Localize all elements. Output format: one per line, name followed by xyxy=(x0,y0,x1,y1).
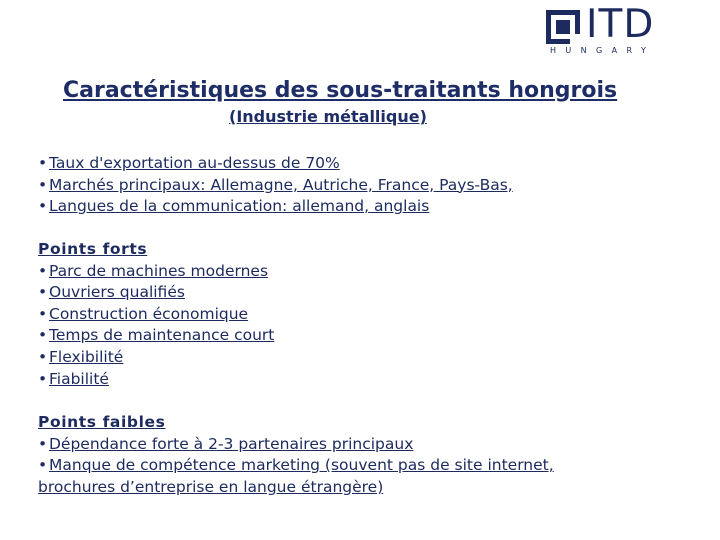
logo-subtitle: HUNGARY xyxy=(550,46,656,55)
list-item: • Dépendance forte à 2-3 partenaires principaux xyxy=(38,434,554,456)
bullet-icon: • xyxy=(38,456,48,475)
list-item: • Fiabilité xyxy=(38,369,274,391)
strengths-section xyxy=(38,239,274,390)
bullet-icon: • xyxy=(38,326,48,345)
bullet-icon: • xyxy=(38,434,48,453)
list-item: • Parc de machines modernes xyxy=(38,261,274,283)
list-item: • Manque de compétence marketing (souvent pas de site internet, xyxy=(38,455,554,477)
bullet-icon: • xyxy=(38,369,48,388)
list-item: • Marchés principaux: Allemagne, Autriche, France, Pays-Bas, xyxy=(38,175,513,197)
itd-logo-mark-icon xyxy=(546,10,580,44)
bullet-icon: • xyxy=(38,261,48,280)
page-title: Caractéristiques des sous-traitants hongrois xyxy=(63,78,618,103)
logo-name: ITD xyxy=(586,2,655,47)
list-item: • Taux d'exportation au-dessus de 70% xyxy=(38,153,513,175)
facts-list xyxy=(38,153,513,218)
list-item: • Ouvriers qualifiés xyxy=(38,282,274,304)
bullet-icon: • xyxy=(38,175,48,194)
weaknesses-heading: Points faibles xyxy=(38,413,166,431)
bullet-icon: • xyxy=(38,283,48,302)
page-subtitle: (Industrie métallique) xyxy=(229,107,427,126)
list-item: • Construction économique xyxy=(38,304,274,326)
bullet-icon: • xyxy=(38,304,48,323)
list-item: • Flexibilité xyxy=(38,347,274,369)
list-item: • Langues de la communication: allemand, anglais xyxy=(38,196,513,218)
list-item: • Temps de maintenance court xyxy=(38,325,274,347)
itd-hungary-logo xyxy=(546,2,662,55)
weaknesses-section xyxy=(38,412,554,498)
bullet-icon: • xyxy=(38,154,48,172)
bullet-icon: • xyxy=(38,197,48,216)
list-item-continuation: brochures d’entreprise en langue étrangère) xyxy=(38,477,384,496)
bullet-icon: • xyxy=(38,347,48,366)
strengths-heading: Points forts xyxy=(38,240,148,258)
